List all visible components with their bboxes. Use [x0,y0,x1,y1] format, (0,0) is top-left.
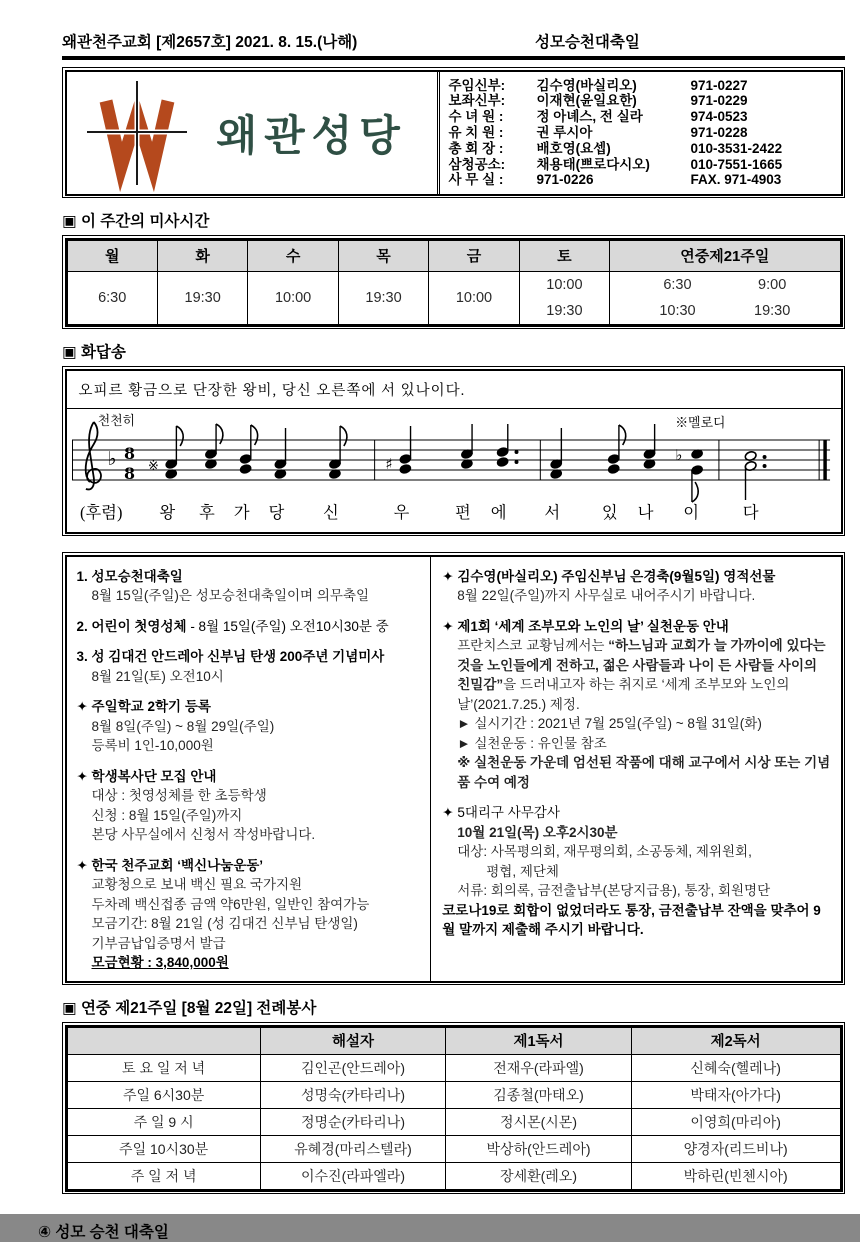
contact-name: 채용태(쁘로다시오) [536,156,650,172]
music-staff-icon [72,412,836,532]
announcement-title: 3. 성 김대건 안드레아 신부님 탄생 200주년 기념미사 [76,649,385,664]
contact-name: 971-0226 [536,172,594,188]
contact-phone: FAX. 971-4903 [690,172,782,188]
contact-row [449,78,831,93]
day-header: 연중제21주일 [610,240,840,271]
contact-label: 보좌신부: [448,93,506,109]
day-header: 화 [157,240,247,271]
contact-label: 삼청공소: [448,156,506,172]
liturgy-servers-table [67,1027,841,1190]
announcement-body: 본당 사무실에서 신청서 작성바랍니다. [91,827,316,842]
column-header: 해설자 [260,1027,446,1054]
first-reader: 정시몬(시몬) [446,1108,632,1135]
announcement-body: 8월 22일(주일)까지 사무실로 내어주시기 바랍니다. [457,588,756,603]
announcement-body: 두차례 백신접종 금액 약6만원, 일반인 참여가능 [91,896,370,912]
table-row [67,1054,840,1081]
announcement-title: ✦ 한국 천주교회 ‘백신나눔운동’ [76,857,264,873]
treble-clef-icon [85,422,100,489]
contact-name: 정 아녜스, 전 실라 [536,109,643,125]
announcement-body: 신청 : 8월 15일(주일)까지 [91,807,243,823]
mass-times-table [67,240,841,325]
mass-section-title: ▣ 이 주간의 미사시간 [62,213,210,230]
bulletin-issue-title: 왜관천주교회 [제2657호] 2021. 8. 15.(나해) [62,34,358,51]
audit-target: 대상: 사목평의회, 재무평의회, 소공동체, 제위원회, [457,844,752,859]
commentator: 이수진(라파엘라) [260,1162,446,1189]
flat-icon: ♭ [674,445,682,464]
announcement-body: 기부금납입증명서 발급 [91,935,226,951]
page-footer-label: ④ 성모 승천 대축일 [38,1224,169,1241]
announcement-title: ✦ 제1회 ‘세계 조부모와 노인의 날’ 실천운동 안내 [442,618,729,634]
parish-name: 왜관성당 [216,111,407,159]
second-reader: 신혜숙(헬레나) [631,1054,840,1081]
announcement-item [77,767,422,845]
table-row [67,1135,840,1162]
column-header [67,1027,260,1054]
first-reader: 김종철(마태오) [446,1081,632,1108]
contact-phone: 971-0228 [690,124,748,140]
mass-time: 10:00 [429,271,519,324]
chord-quarter [273,428,286,480]
lyric-syllable: 편 [454,502,471,522]
chord-eighth-down [690,448,703,502]
mass-time: 6:30 [67,271,157,324]
commentator: 김인곤(안드레아) [260,1054,446,1081]
second-reader: 이영희(마리아) [631,1108,840,1135]
mass-time-sunday [610,271,840,324]
day-header: 수 [248,240,338,271]
announcement-bullet: ► 실시기간 : 2021년 7월 25일(주일) ~ 8월 31일(화) [457,716,762,731]
contact-row [449,125,831,140]
day-header: 목 [338,240,428,271]
announcement-title: ✦ 김수영(바실리오) 주임신부님 은경축(9월5일) 영적선물 [442,568,776,584]
first-reader: 전재우(라파엘) [446,1054,632,1081]
contact-label: 총 회 장 : [448,140,504,156]
chord-quarter [460,424,473,470]
chord-eighth [204,424,222,470]
second-reader: 양경자(리드비나) [631,1135,840,1162]
notes [164,424,766,502]
announcement-item [77,856,422,973]
lyric-syllable: 이 [682,502,699,522]
announcement-title: ✦ 5대리구 사무감사 [442,805,560,820]
contact-name: 이재현(윤일요한) [536,93,637,109]
contact-label: 주임신부: [448,77,506,93]
chord-quarter [549,428,562,480]
page-header [62,30,845,52]
lyrics-row [79,502,758,521]
audit-documents: 서류: 회의록, 금전출납부(본당지급용), 통장, 회원명단 [457,883,771,898]
mass-time: 6:30 [663,276,692,293]
announcement-paragraph [442,636,831,714]
second-reader: 박태자(아가다) [631,1081,840,1108]
announcement-note: ※ 실천운동 가운데 엄선된 작품에 대해 교구에서 시상 또는 기념품 수여 예정 [457,755,831,790]
mass-slot: 주 일 9 시 [67,1108,260,1135]
parish-crest-icon [83,77,191,189]
contact-row [449,109,831,124]
audit-warning: 코로나19로 회합이 없었더라도 통장, 금전출납부 잔액을 맞추어 9월 말까지 제출해 주시기 바랍니다. [442,902,821,937]
reference-mark: ※ [147,458,159,474]
psalm-box [62,366,845,536]
mass-slot: 주일 6시30분 [67,1081,260,1108]
announcement-item [77,617,422,637]
contact-row [449,93,831,108]
announcement-item [442,617,831,793]
commentator: 유혜경(마리스텔라) [260,1135,446,1162]
parish-logo-area [67,72,437,194]
contact-phone: 010-7551-1665 [690,156,783,172]
chord-dotted [496,424,518,468]
commentator: 성명숙(카타리나) [260,1081,446,1108]
feast-title: 성모승천대축일 [535,34,640,51]
contact-phone: 971-0229 [690,93,748,109]
day-header: 토 [519,240,609,271]
contact-row [449,157,831,172]
liturgy-section-title: ▣ 연중 제21주일 [8월 22일] 전례봉사 [62,1000,317,1017]
contact-phone: 974-0523 [690,109,748,125]
sharp-icon: ♯ [385,454,393,473]
mass-slot: 토 요 일 저 녁 [67,1054,260,1081]
lyric-syllable: 후 [198,502,215,522]
paragraph-text: 을 드러내고자 하는 취지로 ‘세계 조부모와 노인의 날’(2021.7.25.) 제정. [457,677,790,712]
day-header: 월 [67,240,157,271]
announcement-title: ✦ 주일학교 2학기 등록 [76,699,211,714]
lyric-syllable: 서 [543,502,560,522]
time-signature-bottom: 8 [123,463,135,483]
announcements-left-column [67,557,431,981]
time-signature-top: 8 [123,443,135,463]
lyric-syllable: 나 [637,502,653,522]
contact-label: 유 치 원 : [448,124,504,140]
chord-half-dotted [744,450,766,500]
melody-label: ※멜로디 [674,414,726,430]
contact-name: 배호영(요셉) [536,140,611,156]
column-header: 제1독서 [446,1027,632,1054]
contact-row [449,172,831,187]
mass-slot: 주 일 저 녁 [67,1162,260,1189]
pope-quote: “하느님과 교회가 늘 가까이에 있다는 것을 노인들에게 전하고, 젊은 사람들과 나이 든 사람들 사이의 친밀감” [457,638,826,692]
lyric-syllable: 우 [393,502,409,522]
first-reader: 장세환(레오) [446,1162,632,1189]
mass-time: 10:00 [248,271,338,324]
announcement-item [77,697,422,756]
announcement-inline: - 8월 15일(주일) 오전10시30분 중 [186,618,389,634]
mass-table-box [62,235,845,329]
announcements-box [62,552,845,985]
announcements-right-column [430,557,840,981]
liturgy-header-row [67,1027,840,1054]
first-reader: 박상하(안드레아) [446,1135,632,1162]
lyric-syllable: (후렴) [79,502,122,522]
announcement-item [442,803,831,940]
mass-time-saturday [519,271,609,324]
contact-label: 사 무 실 : [448,172,504,188]
announcement-body: 8월 15일(주일)은 성모승천대축일이며 의무축일 [91,588,370,603]
audit-target: 평협, 제단체 [486,863,559,879]
parish-box [62,67,845,198]
mass-time: 19:30 [338,271,428,324]
commentator: 정명순(카타리나) [260,1108,446,1135]
contact-name: 권 루시아 [536,124,593,140]
announcement-item [442,567,831,606]
chord-quarter [643,424,656,470]
mass-slot: 주일 10시30분 [67,1135,260,1162]
contact-name: 김수영(바실리오) [536,77,637,93]
announcement-item [77,567,422,606]
lyric-syllable: 당 [267,502,284,522]
donation-total: 모금현황 : 3,840,000원 [91,955,229,970]
lyric-syllable: 있 [601,502,618,522]
staff-lines [72,440,830,483]
day-header: 금 [429,240,519,271]
lyric-syllable: 왕 [158,502,175,522]
announcement-body: 8월 21일(토) 오전10시 [91,668,224,684]
liturgy-table-box [62,1022,845,1194]
lyric-syllable: 에 [490,502,507,522]
chord-eighth [328,426,346,480]
table-row [67,1108,840,1135]
tempo-label: 천천히 [97,412,135,428]
chord-eighth [164,426,182,480]
mass-times-row [67,271,840,324]
psalm-verse: 오피르 황금으로 단장한 왕비, 당신 오른쪽에 서 있나이다. [67,371,841,409]
announcement-title: 1. 성모승천대축일 [76,568,183,584]
contact-phone: 971-0227 [690,77,748,93]
table-row [67,1081,840,1108]
header-rule [62,56,845,60]
mass-time: 19:30 [546,302,583,319]
announcement-item [77,647,422,686]
lyric-syllable: 가 [233,502,250,522]
announcement-body: 등록비 1인-10,000원 [91,738,214,753]
key-flat-icon: ♭ [107,447,117,470]
audit-time: 10월 21일(목) 오후2시30분 [457,824,618,840]
announcement-bullet: ► 실천운동 : 유인물 참조 [457,735,607,751]
mass-time: 19:30 [157,271,247,324]
paragraph-text: 프란치스코 교황님께서는 [457,638,609,653]
mass-time: 19:30 [754,302,791,319]
lyric-syllable: 다 [742,502,759,522]
mass-time: 10:00 [546,276,583,293]
column-header: 제2독서 [631,1027,840,1054]
contact-row [449,141,831,156]
lyric-syllable: 신 [322,502,339,522]
announcement-body: 대상 : 첫영성체를 한 초등학생 [91,788,267,803]
announcement-title: 2. 어린이 첫영성체 [76,618,187,634]
announcement-body: 교황청으로 보내 백신 필요 국가지원 [91,877,303,892]
contact-label: 수 녀 원 : [448,109,504,125]
music-score [67,409,841,532]
contact-phone: 010-3531-2422 [690,140,783,156]
contact-panel [437,72,841,194]
second-reader: 박하린(빈첸시아) [631,1162,840,1189]
mass-time: 10:30 [659,302,696,319]
announcement-title: ✦ 학생복사단 모집 안내 [76,768,217,784]
mass-time: 9:00 [758,276,787,293]
table-row [67,1162,840,1189]
mass-header-row [67,240,840,271]
announcement-body: 모금기간: 8월 21일 (성 김대건 신부님 탄생일) [91,916,358,931]
announcement-body: 8월 8일(주일) ~ 8월 29일(주일) [91,718,275,734]
psalm-section-title: ▣ 화답송 [62,344,126,361]
